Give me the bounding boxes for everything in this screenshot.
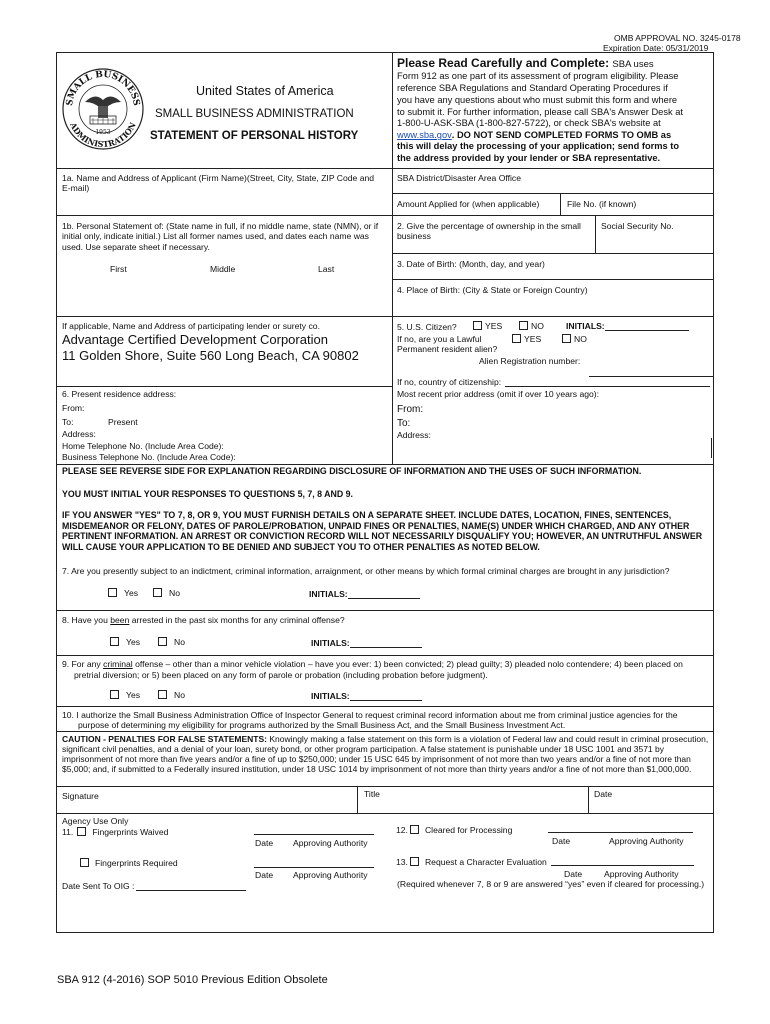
citizen-initials[interactable]	[566, 321, 689, 331]
frame-top	[56, 52, 713, 53]
evaluation-date-label: Date	[564, 869, 583, 879]
resident-no-option[interactable]	[562, 334, 587, 344]
authorization-line2: purpose of determining my eligibility for programs authorized by the Small Business Act, and the Small Business Investment Act.	[78, 720, 566, 730]
date-field[interactable]: Date	[594, 789, 613, 799]
item-11-number: 11.	[62, 827, 74, 837]
row-line	[56, 813, 713, 814]
resident-no-label: NO	[574, 334, 587, 344]
agency-use-heading: Agency Use Only	[62, 816, 129, 826]
cleared-approving-label: Approving Authority	[609, 836, 684, 846]
center-divider	[392, 52, 393, 464]
q7-no-label: No	[169, 588, 180, 598]
q8-yes-label: Yes	[126, 637, 141, 647]
fingerprints-required-checkbox[interactable]	[80, 858, 89, 867]
country-label: If no, country of citizenship:	[397, 377, 502, 387]
frame-left	[56, 52, 57, 933]
row-line	[392, 193, 713, 194]
prior-to-field[interactable]: To:	[397, 418, 411, 429]
date-of-birth-field[interactable]: 3. Date of Birth: (Month, day, and year)	[397, 259, 545, 269]
personal-statement-field[interactable]: 1b. Personal Statement of: (State name in full, if no middle name, state (NMN), or if initial only, indicate initial.) List all former names used, and dates each name was used. Use separate sheet if necessary.	[62, 221, 379, 252]
row-line	[56, 786, 713, 787]
notice-heading: Please Read Carefully and Complete:	[397, 56, 610, 70]
margin-mark	[711, 438, 712, 458]
cell-line	[357, 786, 358, 813]
seal-text-bottom: ADMINISTRATION	[68, 120, 138, 150]
row-line	[56, 316, 713, 317]
q8-no-option[interactable]	[158, 637, 185, 647]
file-no-field[interactable]: File No. (if known)	[567, 199, 637, 209]
row-line	[56, 731, 713, 732]
seal-text-top: SMALL BUSINESS	[64, 69, 142, 107]
q7-yes-option[interactable]	[108, 588, 138, 598]
present-residence-label: 6. Present residence address:	[62, 389, 177, 399]
cleared-label: Cleared for Processing	[424, 825, 513, 835]
q9-initials[interactable]	[311, 691, 422, 701]
sba-website-link[interactable]: www.sba.gov	[397, 130, 452, 140]
ownership-percentage-field[interactable]: 2. Give the percentage of ownership in the small business	[397, 221, 581, 242]
question-9-line2: pretrial diversion; or 5) been placed on any form of parole or probation (including probation before judgment).	[74, 670, 488, 680]
first-name-label: First	[110, 264, 127, 274]
notice-line6: 1-800-U-ASK-SBA (1-800-827-5722), or check SBA's website at	[397, 118, 661, 128]
waived-date-label: Date	[255, 838, 274, 848]
q9-initials-line[interactable]	[350, 700, 422, 701]
present-to-value: Present	[108, 417, 138, 427]
notice-line2: Form 912 as one part of its assessment of program eligibility. Please	[397, 71, 679, 81]
character-evaluation-option[interactable]	[396, 857, 547, 867]
q8-initials-label: INITIALS:	[311, 638, 350, 648]
citizen-initials-line[interactable]	[605, 330, 689, 331]
q9-yes-option[interactable]	[110, 690, 140, 700]
item-12-number: 12.	[396, 825, 408, 835]
frame-bottom	[56, 932, 713, 933]
amount-applied-field[interactable]: Amount Applied for (when applicable)	[397, 199, 540, 209]
form-identifier: SBA 912 (4-2016) SOP 5010 Previous Edition Obsolete	[57, 974, 328, 986]
row-line	[56, 215, 713, 216]
notice-line9: the address provided by your lender or SBA representative.	[397, 153, 661, 163]
q9-pre: 9. For any	[62, 659, 104, 669]
fingerprints-required-option[interactable]	[80, 858, 178, 868]
notice-line7	[397, 130, 671, 141]
cleared-checkbox[interactable]	[410, 825, 419, 834]
agency-name: SMALL BUSINESS ADMINISTRATION	[155, 108, 354, 120]
details-instruction: IF YOU ANSWER "YES" TO 7, 8, OR 9, YOU MUST FURNISH DETAILS ON A SEPARATE SHEET. INCLUDE DATES, LOCATION, FINES, SENTENCES, MISDEMEANOR OR FELONY, DATES OF PAROLE/PROBATION, UNPAID FINES OR PENALTIES, NAME(S) UNDER WHICH CHARGED, AND ANY OTHER PERTINENT INFORMATION. AN ARREST OR CONVICTION RECORD WILL NOT NECESSARILY DISQUALIFY YOU; HOWEVER, AN UNTRUTHFUL ANSWER WILL CAUSE YOUR APPLICATION TO BE DENIED AND SUBJECT YOU TO OTHER PENALTIES AS NOTED BELOW.	[62, 510, 703, 552]
q8-pre: 8. Have you	[62, 615, 111, 625]
notice-line5: to submit it. For further information, please call SBA's Answer Desk at	[397, 107, 683, 117]
agency-country: United States of America	[196, 84, 334, 98]
question-8-text	[62, 615, 345, 625]
citizen-yes-label: YES	[485, 321, 503, 331]
lender-name[interactable]: Advantage Certified Development Corporation	[62, 332, 328, 347]
resident-yes-option[interactable]	[512, 334, 541, 344]
q9-no-label: No	[174, 690, 185, 700]
q9-initials-label: INITIALS:	[311, 691, 350, 701]
business-telephone-field[interactable]: Business Telephone No. (Include Area Code):	[62, 452, 236, 462]
row-line	[392, 279, 713, 280]
notice-line1	[397, 56, 654, 71]
q9-yes-checkbox[interactable]	[110, 690, 119, 699]
expiration-date: Expiration Date: 05/31/2019	[603, 43, 709, 53]
row-line	[56, 706, 713, 707]
notice-line8: this will delay the processing of your application; send forms to	[397, 141, 680, 151]
caution-penalties	[62, 734, 710, 774]
signature-field[interactable]: Signature	[62, 791, 99, 801]
q7-yes-label: Yes	[124, 588, 139, 598]
lawful-resident-question-a: If no, are you a Lawful	[397, 334, 482, 344]
sba-seal-logo	[60, 62, 146, 152]
row-line	[392, 253, 713, 254]
date-sent-label: Date Sent To OIG :	[62, 881, 135, 891]
place-of-birth-field[interactable]: 4. Place of Birth: (City & State or Foreign Country)	[397, 285, 588, 295]
caution-text: Knowingly making a false statement on this form is a violation of Federal law and could result in criminal prosecution, significant civil penalties, and a denial of your loan, surety bond, or other program participation. A false statement is punishable under 18 USC 1001 and 3571 by imprisonment of not more than five years and/or a fine of up to $250,000; under 15 USC 645 by imprisonment of not more than two years and/or a fine of not more than $5,000; and, if submitted to a Federally insured institution, under 18 USC 1014 by imprisonment of not more than thirty years and/or a fine of not more than $1,000,000.	[62, 734, 709, 775]
country-of-citizenship-field[interactable]	[397, 377, 710, 387]
question-7-text: 7. Are you presently subject to an indictment, criminal information, arraignment, or other means by which formal criminal charges are brought in any jurisdiction?	[62, 566, 670, 576]
fingerprints-waived-checkbox[interactable]	[77, 827, 86, 836]
q8-yes-checkbox[interactable]	[110, 637, 119, 646]
q8-initials-line[interactable]	[350, 647, 422, 648]
fill-line	[551, 865, 694, 866]
date-sent-line[interactable]	[136, 890, 246, 891]
q9-no-checkbox[interactable]	[158, 690, 167, 699]
sba-district-field[interactable]: SBA District/Disaster Area Office	[397, 173, 522, 183]
fill-line	[254, 867, 374, 868]
form-title: STATEMENT OF PERSONAL HISTORY	[150, 130, 359, 142]
citizen-initials-label: INITIALS:	[566, 321, 605, 331]
prior-address-label: Most recent prior address (omit if over 10 years ago):	[397, 389, 600, 399]
fingerprints-waived-label: Fingerprints Waived	[92, 827, 169, 837]
prior-from-field[interactable]: From:	[397, 404, 424, 415]
notice-line3: reference SBA Regulations and Standard Operating Procedures if	[397, 83, 668, 93]
question-9-line1	[62, 659, 683, 669]
q8-underlined: been	[110, 615, 130, 625]
evaluation-required-note: (Required whenever 7, 8 or 9 are answered “yes” even if cleared for processing.)	[397, 879, 705, 889]
q7-yes-checkbox[interactable]	[108, 588, 117, 597]
middle-name-label: Middle	[210, 264, 236, 274]
q9-yes-label: Yes	[126, 690, 141, 700]
notice-line1-tail: SBA uses	[612, 59, 654, 70]
character-evaluation-label: Request a Character Evaluation	[424, 857, 547, 867]
resident-no-checkbox[interactable]	[562, 334, 571, 343]
q9-underlined: criminal	[103, 659, 133, 669]
q8-no-label: No	[174, 637, 185, 647]
q8-initials[interactable]	[311, 638, 422, 648]
prior-address-field[interactable]: Address:	[397, 430, 431, 440]
present-to-field[interactable]: To:	[62, 417, 74, 427]
evaluation-approving-label: Approving Authority	[604, 869, 679, 879]
row-line	[56, 464, 713, 465]
notice-line7-tail: . DO NOT SEND COMPLETED FORMS TO OMB as	[451, 130, 672, 140]
lender-address[interactable]: 11 Golden Shore, Suite 560 Long Beach, CA 90802	[62, 348, 359, 363]
q8-no-checkbox[interactable]	[158, 637, 167, 646]
cell-line	[588, 786, 589, 813]
q9-line1-post: offense – other than a minor vehicle violation – have you ever: 1) been convicted; 2) plead guilty; 3) pleaded nolo contendere; 4) been placed on	[132, 659, 683, 669]
fingerprints-required-label: Fingerprints Required	[95, 858, 178, 868]
applicant-name-address-field[interactable]: 1a. Name and Address of Applicant (Firm Name)(Street, City, State, ZIP Code and E-mail)	[62, 173, 375, 194]
title-field[interactable]: Title	[364, 789, 380, 799]
resident-yes-checkbox[interactable]	[512, 334, 521, 343]
frame-right	[713, 52, 714, 933]
us-citizen-question: 5. U.S. Citizen?	[397, 322, 457, 332]
authorization-line1: 10. I authorize the Small Business Administration Office of Inspector General to request criminal record information about me from criminal justice agencies for the	[62, 710, 678, 720]
resident-yes-label: YES	[524, 334, 542, 344]
q7-initials-line[interactable]	[348, 598, 420, 599]
alien-registration-field[interactable]: Alien Registration number:	[479, 356, 581, 366]
cleared-date-label: Date	[552, 836, 571, 846]
lender-label: If applicable, Name and Address of participating lender or surety co.	[62, 321, 320, 331]
fill-line	[548, 832, 693, 833]
home-telephone-field[interactable]: Home Telephone No. (Include Area Code):	[62, 441, 224, 451]
row-line	[56, 655, 713, 656]
required-approving-label: Approving Authority	[293, 870, 368, 880]
q8-yes-option[interactable]	[110, 637, 140, 647]
cell-line	[560, 193, 561, 215]
seal-year: 1953	[95, 129, 111, 136]
fingerprints-waived-option[interactable]	[62, 827, 168, 837]
q9-no-option[interactable]	[158, 690, 185, 700]
initial-instruction: YOU MUST INITIAL YOUR RESPONSES TO QUESTIONS 5, 7, 8 AND 9.	[62, 489, 354, 499]
present-from-field[interactable]: From:	[62, 403, 85, 413]
item-13-number: 13.	[396, 857, 408, 867]
row-line	[56, 168, 713, 169]
character-evaluation-checkbox[interactable]	[410, 857, 419, 866]
lawful-resident-question-b: Permanent resident alien?	[397, 344, 498, 354]
q7-initials[interactable]	[309, 589, 420, 599]
required-date-label: Date	[255, 870, 274, 880]
waived-approving-label: Approving Authority	[293, 838, 368, 848]
country-line[interactable]	[505, 386, 710, 387]
citizen-yes-option[interactable]	[473, 321, 502, 331]
fill-line	[254, 834, 374, 835]
citizen-no-label: NO	[531, 321, 544, 331]
cell-line	[595, 215, 596, 253]
citizen-yes-checkbox[interactable]	[473, 321, 482, 330]
present-address-field[interactable]: Address:	[62, 429, 96, 439]
q7-initials-label: INITIALS:	[309, 589, 348, 599]
citizen-no-option[interactable]	[519, 321, 544, 331]
row-line	[56, 610, 713, 611]
omb-approval: OMB APPROVAL NO. 3245-0178	[614, 33, 741, 43]
q7-no-option[interactable]	[153, 588, 180, 598]
caution-heading: CAUTION - PENALTIES FOR FALSE STATEMENTS:	[62, 734, 267, 744]
ssn-field[interactable]: Social Security No.	[601, 221, 674, 231]
q7-no-checkbox[interactable]	[153, 588, 162, 597]
cleared-for-processing-option[interactable]	[396, 825, 512, 835]
disclosure-notice: PLEASE SEE REVERSE SIDE FOR EXPLANATION REGARDING DISCLOSURE OF INFORMATION AND THE USES OF SUCH INFORMATION.	[62, 466, 642, 476]
last-name-label: Last	[318, 264, 335, 274]
notice-line4: you have any questions about who must submit this form and where	[397, 95, 678, 105]
date-sent-oig-field[interactable]	[62, 881, 246, 891]
row-line	[56, 386, 392, 387]
citizen-no-checkbox[interactable]	[519, 321, 528, 330]
q8-post: arrested in the past six months for any criminal offense?	[129, 615, 345, 625]
